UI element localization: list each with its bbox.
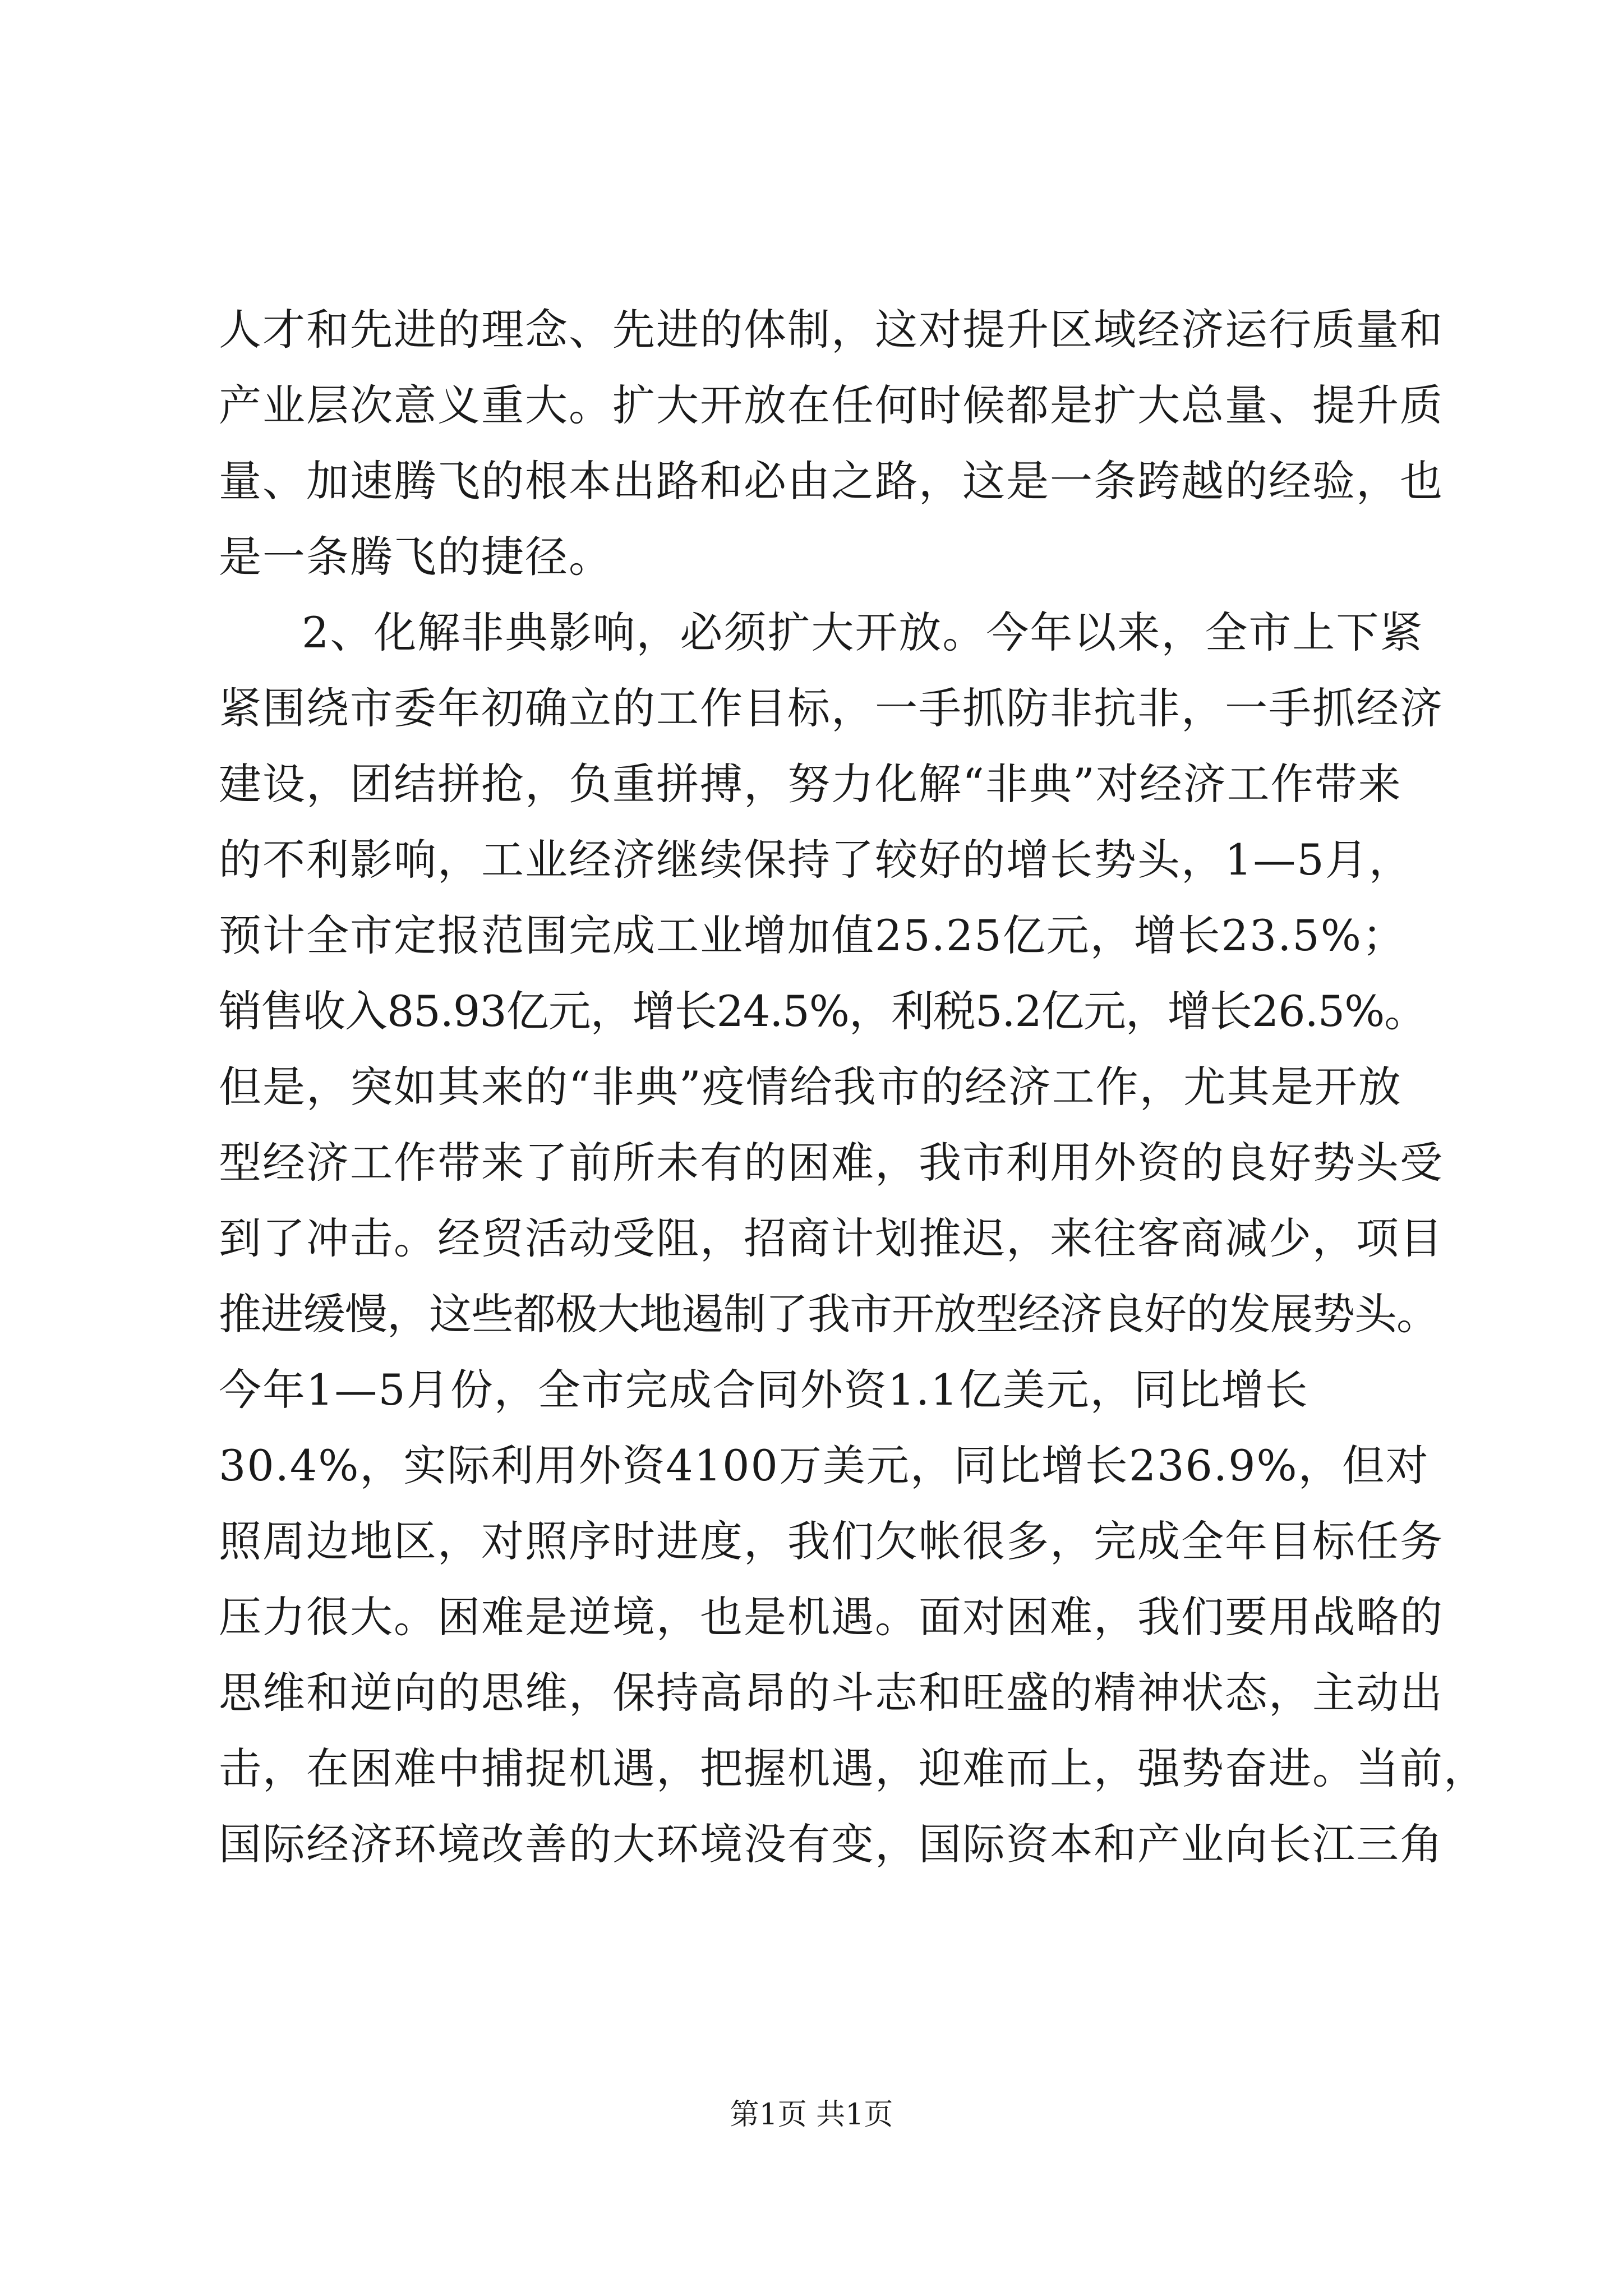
text-line: 紧围绕市委年初确立的工作目标，一手抓防非抗非，一手抓经济	[219, 683, 1444, 733]
text-line: 今年1—5月份，全市完成合同外资1.1亿美元，同比增长	[219, 1365, 1309, 1415]
page-number: 第1页 共1页	[730, 2098, 893, 2132]
text-line: 压力很大。困难是逆境，也是机遇。面对困难，我们要用战略的	[219, 1592, 1444, 1642]
text-line: 击，在困难中捕捉机遇，把握机遇，迎难而上，强势奋进。当前，	[219, 1743, 1487, 1793]
text-line: 的不利影响，工业经济继续保持了较好的增长势头，1—5月，	[219, 835, 1413, 885]
text-line: 30.4%，实际利用外资4100万美元，同比增长236.9%，但对	[219, 1441, 1430, 1490]
text-line: 但是，突如其来的“非典”疫情给我市的经济工作，尤其是开放	[219, 1062, 1402, 1112]
text-line: 照周边地区，对照序时进度，我们欠帐很多，完成全年目标任务	[219, 1516, 1444, 1566]
document-body	[219, 292, 1487, 1882]
text-line: 预计全市定报范围完成工业增加值25.25亿元，增长23.5%；	[219, 910, 1407, 960]
text-line: 推进缓慢，这些都极大地遏制了我市开放型经济良好的发展势头。	[219, 1289, 1438, 1339]
text-line: 是一条腾飞的捷径。	[219, 532, 612, 582]
text-line: 国际经济环境改善的大环境没有变，国际资本和产业向长江三角	[219, 1819, 1444, 1869]
text-line: 人才和先进的理念、先进的体制，这对提升区域经济运行质量和	[219, 305, 1444, 355]
text-line: 建设，团结拼抢，负重拼搏，努力化解“非典”对经济工作带来	[219, 759, 1402, 809]
text-line: 思维和逆向的思维，保持高昂的斗志和旺盛的精神状态，主动出	[219, 1668, 1444, 1718]
text-line: 量、加速腾飞的根本出路和必由之路，这是一条跨越的经验，也	[219, 456, 1444, 506]
text-line: 2、化解非典影响，必须扩大开放。今年以来，全市上下紧	[302, 608, 1424, 657]
text-line: 型经济工作带来了前所未有的困难，我市利用外资的良好势头受	[219, 1138, 1444, 1188]
text-line: 到了冲击。经贸活动受阻，招商计划推迟，来往客商减少，项目	[219, 1213, 1444, 1263]
text-line: 销售收入85.93亿元，增长24.5%，利税5.2亿元，增长26.5%。	[219, 986, 1427, 1036]
text-line: 产业层次意义重大。扩大开放在任何时候都是扩大总量、提升质	[219, 380, 1444, 430]
